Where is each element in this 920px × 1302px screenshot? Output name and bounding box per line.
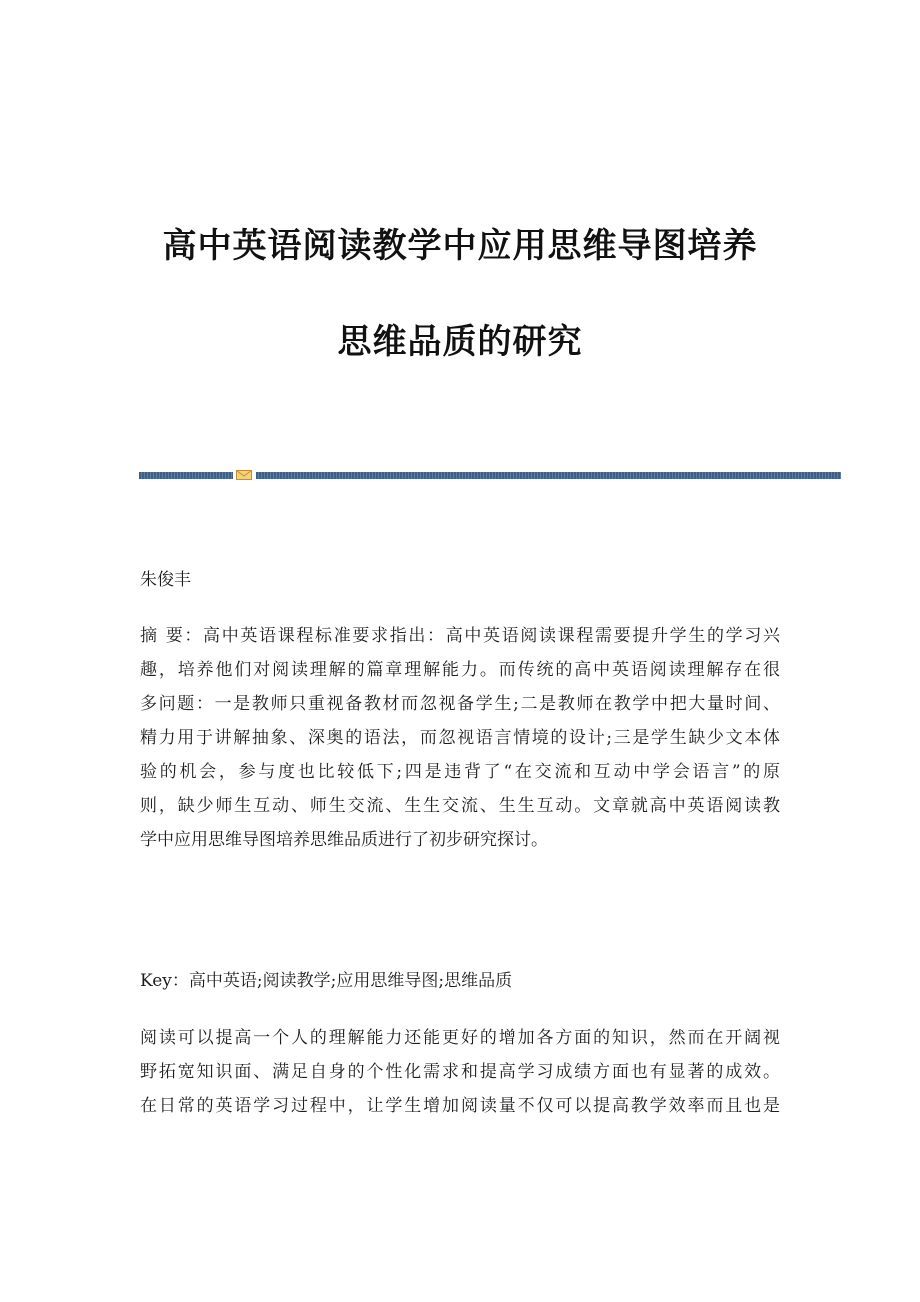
envelope-ornament-icon [236,470,252,480]
body-paragraph [140,1021,780,1123]
page-title-line-1: 高中英语阅读教学中应用思维导图培养 [162,226,758,266]
page-title-line-2: 思维品质的研究 [337,322,583,362]
abstract-line: 验的机会，参与度也比较低下;四是违背了“在交流和互动中学会语言”的原 [140,762,780,782]
abstract-line: 精力用于讲解抽象、深奥的语法，而忽视语言情境的设计;三是学生缺少文本体 [140,728,780,748]
title-divider [139,470,841,480]
body-line: 野拓宽知识面、满足自身的个性化需求和提高学习成绩方面也有显著的成效。 [140,1062,780,1082]
abstract-line: 多问题：一是教师只重视备教材而忽视备学生;二是教师在教学中把大量时间、 [140,694,780,714]
abstract-paragraph [140,619,780,857]
abstract-line: 摘 要：高中英语课程标准要求指出：高中英语阅读课程需要提升学生的学习兴 [140,626,780,646]
abstract-line: 学中应用思维导图培养思维品质进行了初步研究探讨。 [140,830,548,850]
keywords-line: Key：高中英语;阅读教学;应用思维导图;思维品质 [140,971,513,991]
divider-left-segment [139,472,233,479]
divider-right-segment [256,472,841,479]
body-line: 在日常的英语学习过程中，让学生增加阅读量不仅可以提高教学效率而且也是 [140,1096,780,1116]
abstract-line: 则，缺少师生互动、师生交流、生生交流、生生互动。文章就高中英语阅读教 [140,796,780,816]
body-line: 阅读可以提高一个人的理解能力还能更好的增加各方面的知识，然而在开阔视 [140,1028,780,1048]
author-name: 朱俊丰 [140,570,191,590]
abstract-line: 趣，培养他们对阅读理解的篇章理解能力。而传统的高中英语阅读理解存在很 [140,660,780,680]
